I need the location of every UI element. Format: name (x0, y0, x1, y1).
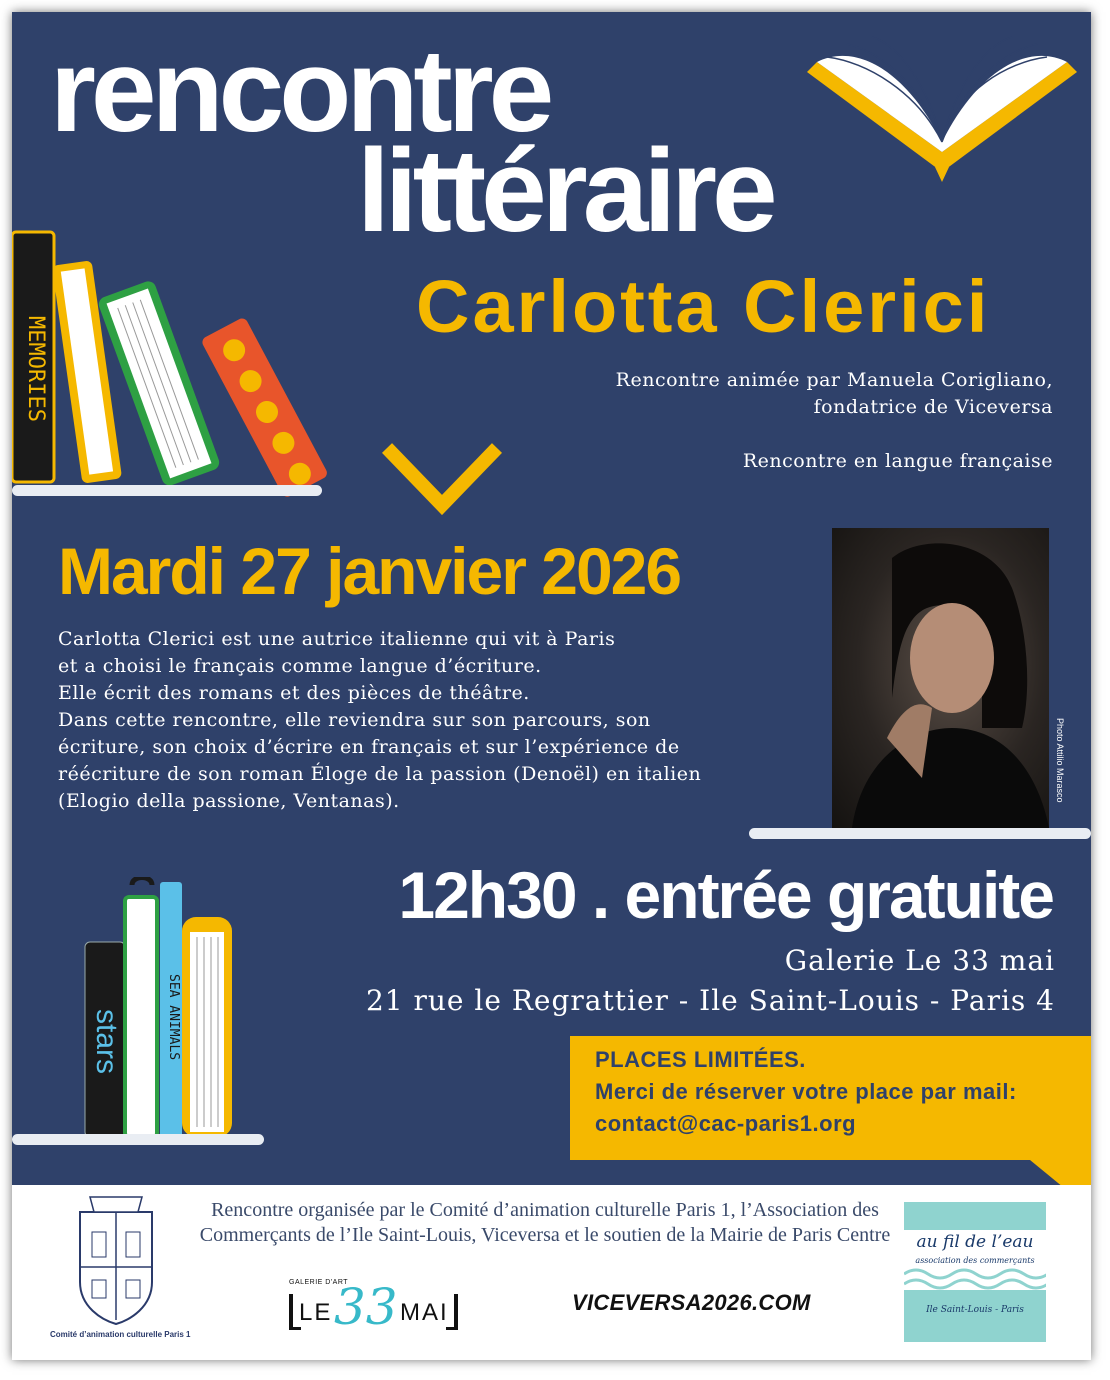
photo-credit: Photo Attilio Marasco (1055, 718, 1065, 803)
gallery-logo-bracket-left (289, 1294, 293, 1330)
booking-email-link[interactable]: contact@cac-paris1.org (595, 1111, 857, 1136)
host-line-1: Rencontre animée par Manuela Corigliano, (615, 369, 1053, 391)
memories-book-label: MEMORIES (23, 316, 48, 422)
assoc-title: au fil de l’eau (916, 1232, 1034, 1252)
description-line: écriture, son choix d’écrire en français et sur l’expérience de (58, 736, 680, 758)
booking-text (595, 1044, 1017, 1140)
portrait-silhouette (832, 528, 1049, 828)
gallery-logo-bracket-right (454, 1294, 458, 1330)
description-line: Dans cette rencontre, elle reviendra sur son parcours, son (58, 709, 651, 731)
website-link[interactable]: VICEVERSA2026.COM (572, 1290, 811, 1315)
description-line: Elle écrit des romans et des pièces de théâtre. (58, 682, 530, 704)
gallery-logo-le: LE (299, 1299, 333, 1326)
description-line: et a choisi le français comme langue d’écriture. (58, 655, 542, 677)
venue-name: Galerie Le 33 mai (784, 944, 1055, 977)
event-date: Mardi 27 janvier 2026 (58, 534, 681, 608)
chevron-down-icon (382, 440, 502, 515)
organizer-text (190, 1198, 900, 1248)
time-and-entry: 12h30 . entrée gratuite (398, 858, 1053, 932)
title-line-1: rencontre (50, 25, 550, 157)
wave-pattern (904, 1202, 1046, 1342)
booking-limited: PLACES LIMITÉES. (595, 1047, 806, 1072)
assoc-place: Ile Saint-Louis - Paris (926, 1305, 1024, 1315)
host-line-2: fondatrice de Viceversa (813, 396, 1053, 418)
language-note: Rencontre en langue française (742, 450, 1053, 472)
booking-instruction: Merci de réserver votre place par mail: (595, 1079, 1017, 1104)
poster (12, 12, 1091, 1360)
open-book-icon (797, 32, 1087, 192)
gallery-logo-bracket-left-foot (289, 1327, 301, 1330)
title-line-2: littéraire (357, 125, 773, 257)
author-photo (832, 528, 1049, 828)
shelf-bottom-left (12, 1134, 264, 1145)
venue-address: 21 rue le Regrattier - Ile Saint-Louis - Paris 4 (365, 984, 1055, 1017)
au-fil-de-leau-logo (904, 1202, 1046, 1342)
stars-book-label: stars (90, 1009, 123, 1075)
gallery-logo-mai: MAI (400, 1299, 449, 1326)
paris1-crest-logo (70, 1192, 162, 1327)
assoc-subtitle: association des commerçants (915, 1256, 1035, 1265)
books-illustration-top (12, 227, 342, 507)
crest-caption: Comité d’animation culturelle Paris 1 (50, 1330, 191, 1339)
gallery-logo-caption: GALERIE D'ART (289, 1279, 349, 1286)
organizer-line-2: Commerçants de l’Ile Saint-Louis, Viceversa et le soutien de la Mairie de Paris Centre (199, 1224, 891, 1246)
shelf-top-left (12, 485, 322, 496)
event-description (58, 626, 818, 815)
sea-animals-book-label: SEA ANIMALS (166, 973, 181, 1061)
description-line: réécriture de son roman Éloge de la passion (Denoël) en italien (58, 763, 702, 785)
shelf-right (749, 828, 1091, 839)
description-line: (Elogio della passione, Ventanas). (58, 790, 400, 812)
author-name: Carlotta Clerici (416, 265, 991, 348)
gallery-logo-bracket-right-foot (446, 1327, 458, 1330)
organizer-line-1: Rencontre organisée par le Comité d’animation culturelle Paris 1, l’Association des (211, 1199, 879, 1221)
host-info (616, 367, 1053, 421)
description-line: Carlotta Clerici est une autrice italienne qui vit à Paris (58, 628, 616, 650)
gallery-logo-33: 33 (334, 1278, 398, 1336)
